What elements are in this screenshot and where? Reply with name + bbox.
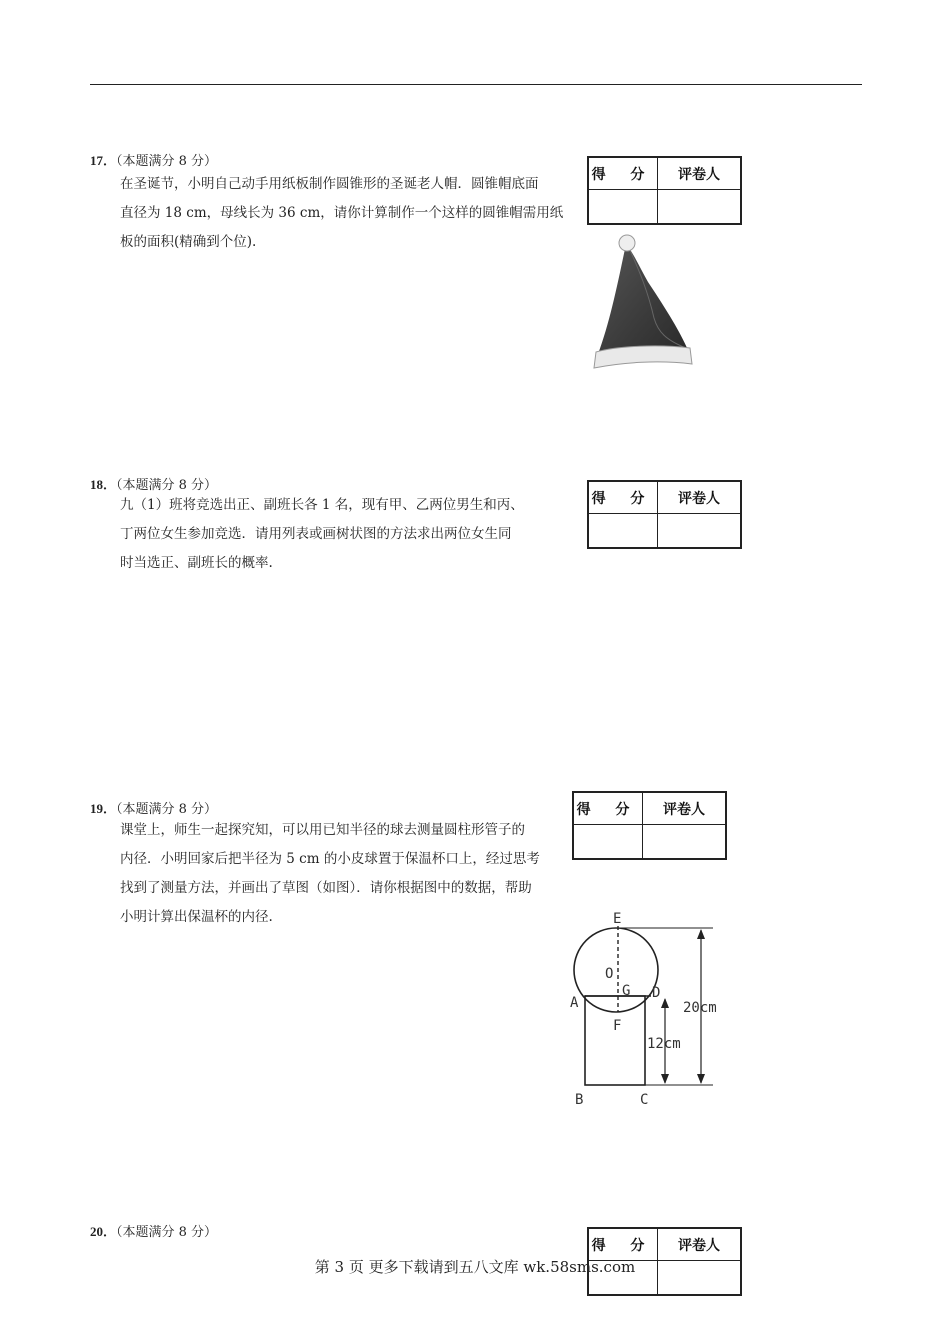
score-cell[interactable] xyxy=(588,190,658,225)
question-19-text xyxy=(120,816,540,932)
santa-hat-image xyxy=(588,232,718,372)
score-label: 得 分 xyxy=(588,481,658,514)
label-G: G xyxy=(622,983,631,999)
question-number: 17． xyxy=(90,153,117,168)
text-line: 九（1）班将竞选出正、副班长各 1 名，现有甲、乙两位男生和丙、 xyxy=(120,497,524,513)
grader-label: 评卷人 xyxy=(643,792,727,825)
question-number: 20． xyxy=(90,1224,117,1239)
text-line: 丁两位女生参加竞选．请用列表或画树状图的方法求出两位女生同 xyxy=(120,526,512,542)
grader-cell[interactable] xyxy=(658,514,742,549)
question-18-text xyxy=(120,491,524,578)
text-line: 直径为 18 cm，母线长为 36 cm，请你计算制作一个这样的圆锥帽需用纸 xyxy=(120,205,564,221)
grader-label: 评卷人 xyxy=(658,481,742,514)
text-line: 小明计算出保温杯的内径. xyxy=(120,909,273,925)
grader-label: 评卷人 xyxy=(658,1228,742,1261)
text-line: 在圣诞节，小明自己动手用纸板制作圆锥形的圣诞老人帽．圆锥帽底面 xyxy=(120,176,539,192)
question-number: 19． xyxy=(90,801,117,816)
question-19-header xyxy=(90,798,217,817)
label-C: C xyxy=(640,1092,649,1108)
question-17-header xyxy=(90,150,217,169)
question-points: （本题满分 8 分） xyxy=(116,478,218,493)
grader-cell[interactable] xyxy=(658,190,742,225)
question-points: （本题满分 8 分） xyxy=(116,1225,218,1240)
page-footer: 第 3 页 更多下载请到五八文库 wk.58sms.com xyxy=(314,1258,636,1276)
ball-cup-diagram xyxy=(565,908,745,1108)
text-line: 课堂上，师生一起探究知，可以用已知半径的球去测量圆柱形管子的 xyxy=(120,822,525,838)
text-line: 内径．小明回家后把半径为 5 cm 的小皮球置于保温杯口上，经过思考 xyxy=(120,851,540,867)
label-F: F xyxy=(613,1018,622,1034)
label-A: A xyxy=(570,995,579,1011)
score-cell[interactable] xyxy=(588,514,658,549)
score-label: 得 分 xyxy=(573,792,643,825)
text-line: 板的面积(精确到个位). xyxy=(120,234,257,250)
grader-cell[interactable] xyxy=(643,825,727,860)
cup-rect xyxy=(585,996,645,1085)
score-table-17 xyxy=(587,156,742,225)
score-label: 得 分 xyxy=(588,1228,658,1261)
dim-label-12cm: 12cm xyxy=(647,1036,681,1052)
label-O: O xyxy=(605,966,614,982)
label-B: B xyxy=(575,1092,584,1108)
question-20-header xyxy=(90,1221,217,1240)
score-table-18 xyxy=(587,480,742,549)
question-points: （本题满分 8 分） xyxy=(116,802,218,817)
question-number: 18． xyxy=(90,477,117,492)
score-table-19 xyxy=(572,791,727,860)
label-D: D xyxy=(652,985,661,1001)
header-rule xyxy=(90,84,862,85)
text-line: 找到了测量方法，并画出了草图（如图）．请你根据图中的数据，帮助 xyxy=(120,880,532,896)
question-17-text xyxy=(120,170,563,257)
score-cell[interactable] xyxy=(573,825,643,860)
label-E: E xyxy=(613,911,622,927)
dim-label-20cm: 20cm xyxy=(683,1000,717,1016)
question-points: （本题满分 8 分） xyxy=(116,154,218,169)
text-line: 时当选正、副班长的概率. xyxy=(120,555,273,571)
score-label: 得 分 xyxy=(588,157,658,190)
grader-label: 评卷人 xyxy=(658,157,742,190)
